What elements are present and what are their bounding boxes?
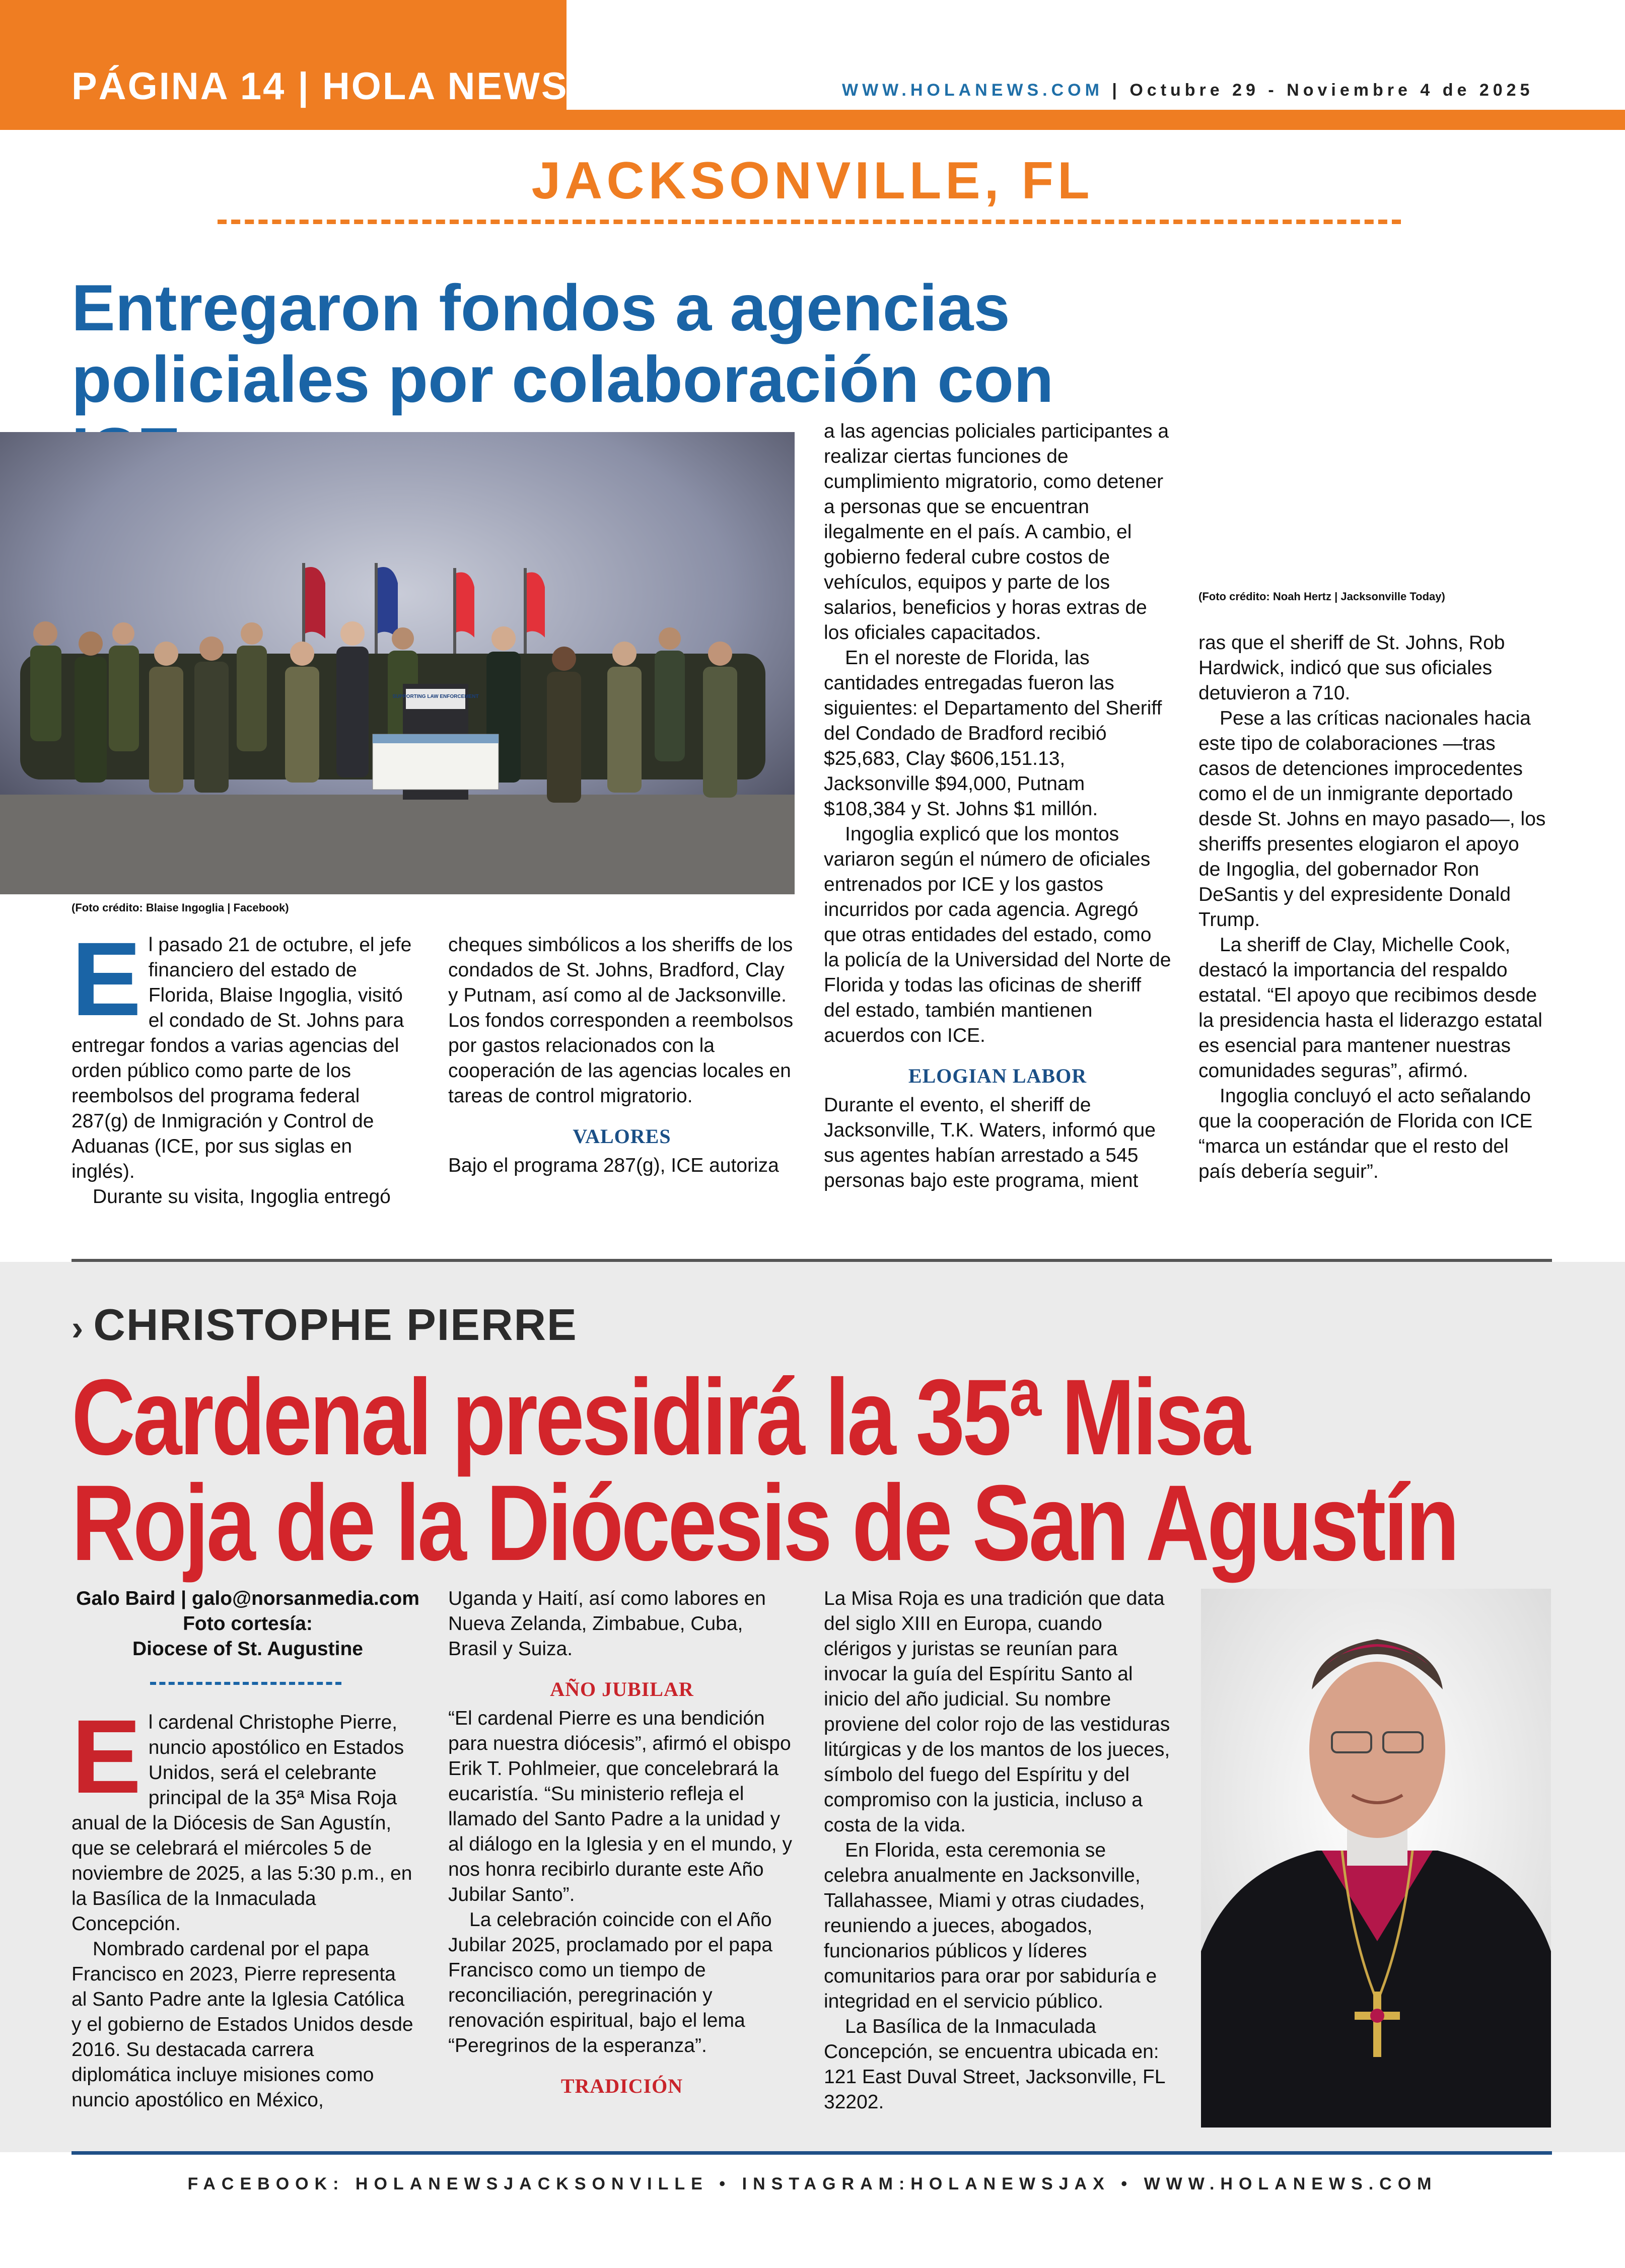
article1-paragraph: Pese a las críticas nacionales hacia este tipo de colaboraciones —tras casos de detenciones improcedentes como el de un inmigrante deportado desde St. Johns en mayo pasado—, los sheriffs presentes elogiaron el apoyo de Ingoglia, del gobernador Ron DeSantis y del expresidente Donald Trump. [1198, 707, 1546, 931]
article2-byline [72, 1586, 424, 1662]
article2-paragraph: El cardenal Christophe Pierre, nuncio apostólico en Estados Unidos, será el celebrante principal de la 35ª Misa Roja anual de la Diócesis de San Agustín, que se celebrará el miércoles 5 de noviembre de 2025, a las 5:30 p.m., en la Basílica de la Inmaculada Concepción. [72, 1698, 412, 1935]
issue-date: Octubre 29 - Noviembre 4 de 2025 [1129, 81, 1534, 100]
article1-paragraph: ras que el sheriff de St. Johns, Rob Hardwick, indicó que sus oficiales detuvieron a 710. [1198, 632, 1505, 704]
article1-paragraph: En el noreste de Florida, las cantidades entregadas fueron las siguientes: el Departamento del Sheriff del Condado de Bradford recibió $25,683, Clay $606,151.13, Jacksonville $94,000, Putnam $108,384 y St. Johns $1 millón. [824, 647, 1162, 820]
article1-paragraph: Durante el evento, el sheriff de Jacksonville, T.K. Waters, informó que sus agentes habían arrestado a 545 personas bajo este programa, mient [824, 1094, 1156, 1191]
article1-paragraph: Durante su visita, Ingoglia entregó [93, 1186, 391, 1208]
article2-headline [72, 1357, 1457, 1583]
article1-paragraph: El pasado 21 de octubre, el jefe financiero del estado de Florida, Blaise Ingoglia, visitó el condado de St. Johns para entregar fondos a varias agencias del orden público como parte de los reembolsos del programa federal 287(g) de Inmigración y Control de Aduanas (ICE, por sus siglas en inglés). [72, 921, 412, 1182]
byline-divider [150, 1682, 341, 1685]
article1-paragraph: Ingoglia explicó que los montos variaron según el número de oficiales entrenados por ICE y los gastos incurridos por cada agencia. Agregó que otras entidades del estado, como la policía de la Universidad del Norte de Florida y todas las oficinas de sheriff del estado, también mantienen acuerdos con ICE. [824, 823, 1171, 1046]
article1-photo-credit: (Foto crédito: Blaise Ingoglia | Facebook) [72, 901, 289, 914]
subhead-ano-jubilar: AÑO JUBILAR [550, 1678, 694, 1700]
article2-paragraph: La Misa Roja es una tradición que data del siglo XIII en Europa, cuando clérigos y juristas se reunían para invocar la guía del Espíritu Santo al inicio del año judicial. Su nombre proviene del color rojo de las vestiduras litúrgicas y de los mantos de los jueces, símbolo del fuego del Espíritu y del compromiso con la justicia, incluso a costa de la vida. [824, 1588, 1170, 1836]
article2-paragraph: “El cardenal Pierre es una bendición para nuestra diócesis”, afirmó el obispo Erik T. Pohlmeier, que concelebrará la eucaristía. “Su ministerio refleja el llamado del Santo Padre a la unidad y al diálogo en la Iglesia y en el mundo, y nos honra recibirlo durante este Año Jubilar Santo”. [448, 1708, 792, 1905]
article1-paragraph: a las agencias policiales participantes a realizar ciertas funciones de cumplimiento migratorio, como detener a personas que se encuentran ilegalmente en el país. A cambio, el gobierno federal cubre costos de vehículos, equipos y parte de los salarios, beneficios y horas extras de los oficiales capacitados. [824, 420, 1169, 644]
article1-paragraph: Bajo el programa 287(g), ICE autoriza [448, 1155, 779, 1176]
article1-headline-line2: policiales por colaboración con [72, 342, 1054, 416]
section-divider [218, 220, 1401, 224]
article1-paragraph: Ingoglia concluyó el acto señalando que la cooperación de Florida con ICE “marca un estándar que el resto del país debería seguir”. [1198, 1085, 1533, 1182]
article1-side-photo-credit: (Foto crédito: Noah Hertz | Jacksonville Today) [1198, 590, 1445, 603]
article1-main-photo [0, 432, 795, 894]
podium-sign: SUPPORTING LAW ENFORCEMENT [392, 694, 479, 699]
photo-courtesy-source: Diocese of St. Augustine [132, 1638, 363, 1660]
article1-column-1 [72, 921, 414, 1210]
article1-dropcap: E [72, 921, 142, 1038]
article2-column-1 [72, 1698, 414, 2113]
article2-paragraph: La celebración coincide con el Año Jubilar 2025, proclamado por el papa Francisco como un tiempo de reconciliación, peregrinación y renovación espiritual, bajo el lema “Peregrinos de la esperanza”. [448, 1909, 772, 2057]
article2-headline-line2: Roja de la Diócesis de San Agustín [72, 1463, 1457, 1583]
header-date-line [842, 81, 1533, 100]
article2-column-3 [824, 1586, 1171, 2115]
footer-social-links[interactable]: FACEBOOK: HOLANEWSJACKSONVILLE • INSTAGRAM:HOLANEWSJAX • WWW.HOLANEWS.COM [187, 2174, 1438, 2193]
subhead-tradicion: TRADICIÓN [560, 2075, 683, 2097]
article2-paragraph: En Florida, esta ceremonia se celebra anualmente en Jacksonville, Tallahassee, Miami y otras ciudades, reuniendo a jueces, abogados, funcionarios públicos y líderes comunitarios para orar por sabiduría e integridad en el servicio público. [824, 1839, 1157, 2012]
article1-headline-line1: Entregaron fondos a agencias [72, 271, 1010, 344]
page-label: PÁGINA 14 | HOLA NEWS [72, 65, 569, 108]
subhead-elogian-labor: ELOGIAN LABOR [908, 1065, 1087, 1087]
article2-paragraph: Nombrado cardenal por el papa Francisco en 2023, Pierre representa al Santo Padre ante la Iglesia Católica y el gobierno de Estados Unidos desde 2016. Su destacada carrera diplomática incluye misiones como nuncio apostólico en México, [72, 1938, 413, 2111]
chevron-right-icon: › [72, 1308, 85, 1348]
article2-column-2 [448, 1586, 796, 2103]
article2-paragraph: Uganda y Haití, así como labores en Nueva Zelanda, Zimbabue, Cuba, Brasil y Suiza. [448, 1588, 766, 1660]
header-orange-strip [0, 110, 1625, 130]
article2-dropcap: E [72, 1698, 142, 1815]
article1-paragraph: cheques simbólicos a los sheriffs de los condados de St. Johns, Bradford, Clay y Putnam, así como al de Jacksonville. Los fondos corresponden a reembolsos por gastos relacionados con la cooperación de las agencias locales en tareas de control migratorio. [448, 934, 794, 1107]
footer-rule [72, 2151, 1552, 2155]
article1-column-3 [824, 419, 1171, 1193]
cardinal-portrait [1201, 1589, 1551, 2128]
subhead-valores: VALORES [573, 1125, 671, 1148]
article2-kicker [72, 1299, 578, 1351]
article1-paragraph: La sheriff de Clay, Michelle Cook, destacó la importancia del respaldo estatal. “El apoyo que recibimos desde la presidencia hasta el liderazgo estatal es esencial para mantener nuestras comunidades seguras”, afirmó. [1198, 934, 1542, 1082]
article2-kicker-text: CHRISTOPHE PIERRE [93, 1300, 578, 1350]
photo-courtesy-label: Foto cortesía: [183, 1613, 313, 1635]
website-link[interactable]: WWW.HOLANEWS.COM [842, 81, 1103, 100]
article1-column-4 [1198, 630, 1546, 1184]
header-separator: | [1103, 81, 1130, 100]
section-title: JACKSONVILLE, FL [531, 152, 1094, 210]
author-line: Galo Baird | galo@norsanmedia.com [76, 1588, 419, 1609]
article2-paragraph: La Basílica de la Inmaculada Concepción, se encuentra ubicada en: 121 East Duval Street, Jacksonville, FL 32202. [824, 2016, 1165, 2113]
article1-column-2 [448, 933, 796, 1178]
article2-headline-line1: Cardenal presidirá la 35ª Misa [72, 1357, 1248, 1477]
